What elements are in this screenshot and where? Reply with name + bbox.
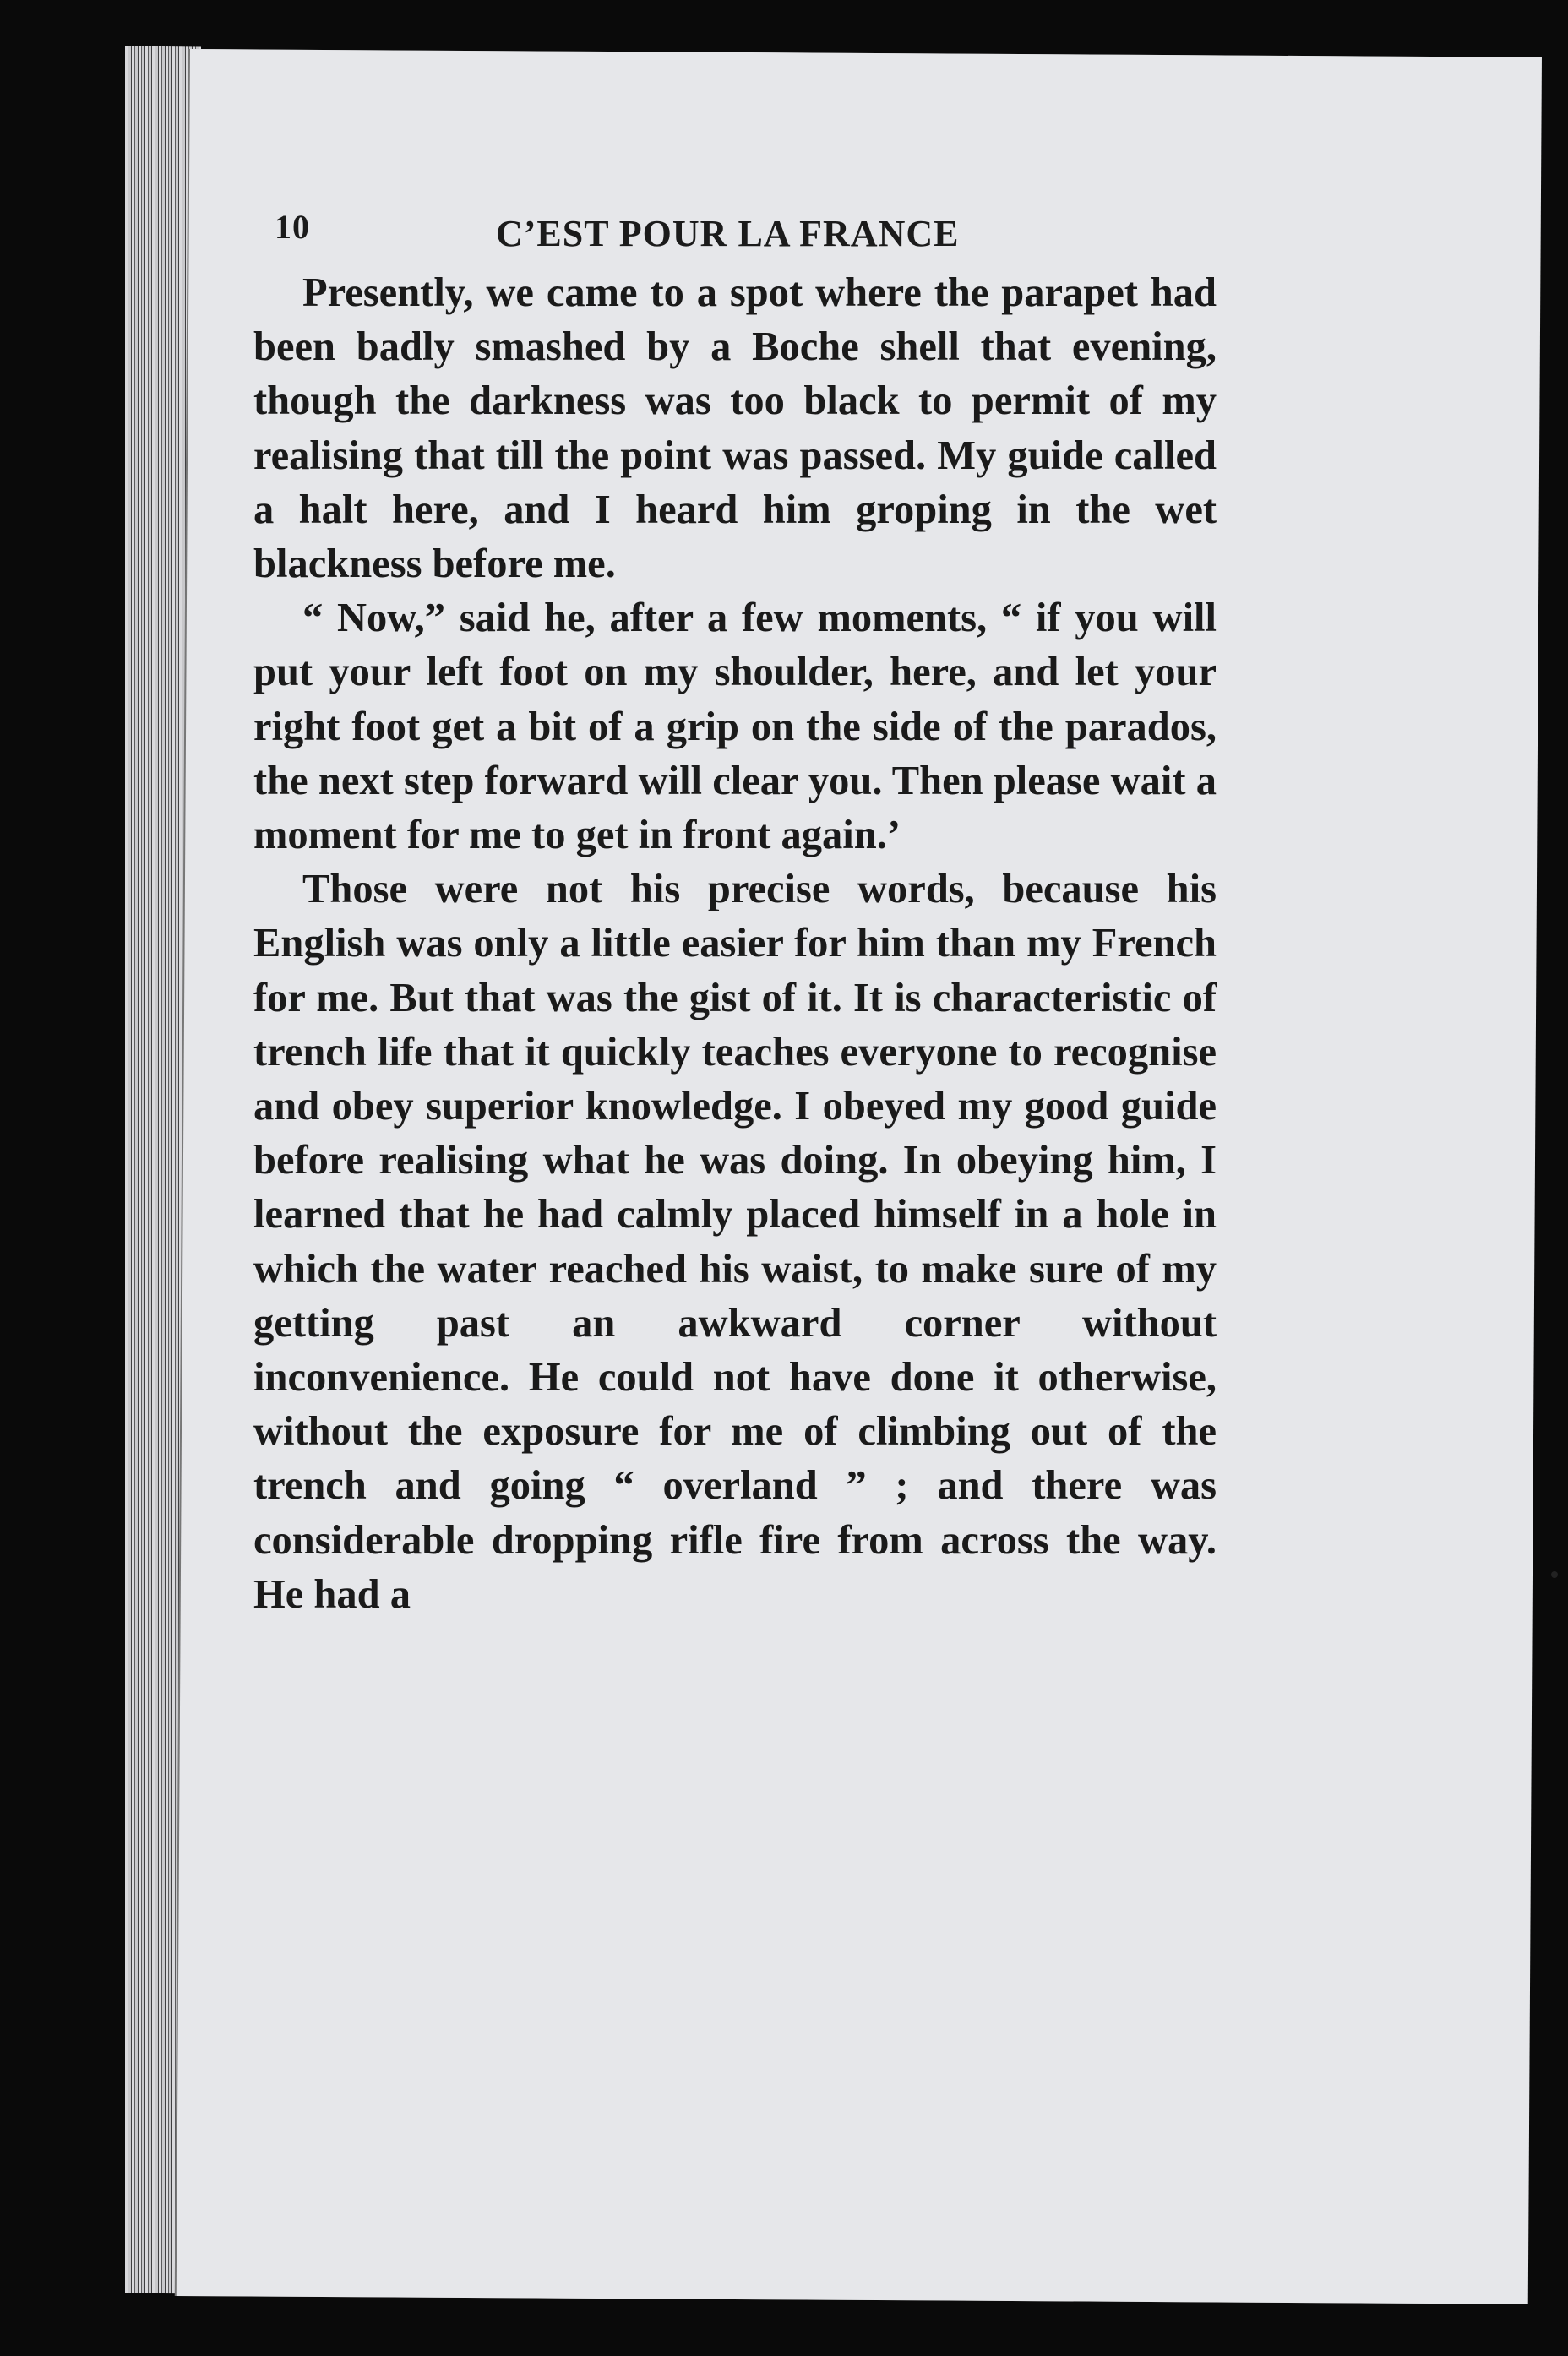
running-header: [275, 207, 1246, 258]
paragraph: “ Now,” said he, after a few moments, “ if you will put your left foot on my shoulder, here, and let your right foot get a bit of a grip on the side of the parados, the next step forward will clear you. Then please wait a moment for me to get in front again.’: [253, 596, 1217, 858]
paragraph: Those were not his precise words, because his English was only a little easier for him than my French for me. But that was the gist of it. It is characteristic of trench life that it quickly teaches everyone to recognise and obey superior knowledge. I obeyed my good guide before realising what he was doing. In obeying him, I learned that he had calmly placed himself in a hole in which the water reached his waist, to make sure of my getting past an awkward corner without inconvenience. He could not have done it otherwise, without the exposure for me of climbing out of the trench and going “ overland ” ; and there was considerable dropping rifle fire from across the way. He had a: [253, 867, 1217, 1617]
page-number: 10: [275, 208, 310, 246]
body-text: [253, 266, 1217, 1622]
book-title: C’EST POUR LA FRANCE: [496, 213, 960, 254]
scan-speck: [1551, 1571, 1558, 1578]
paragraph: Presently, we came to a spot where the parapet had been badly smashed by a Boche shell that evening, though the darkness was too black to permit of my realising that till the point was passed. My guide called a halt here, and I heard him groping in the wet blackness before me.: [253, 270, 1217, 587]
